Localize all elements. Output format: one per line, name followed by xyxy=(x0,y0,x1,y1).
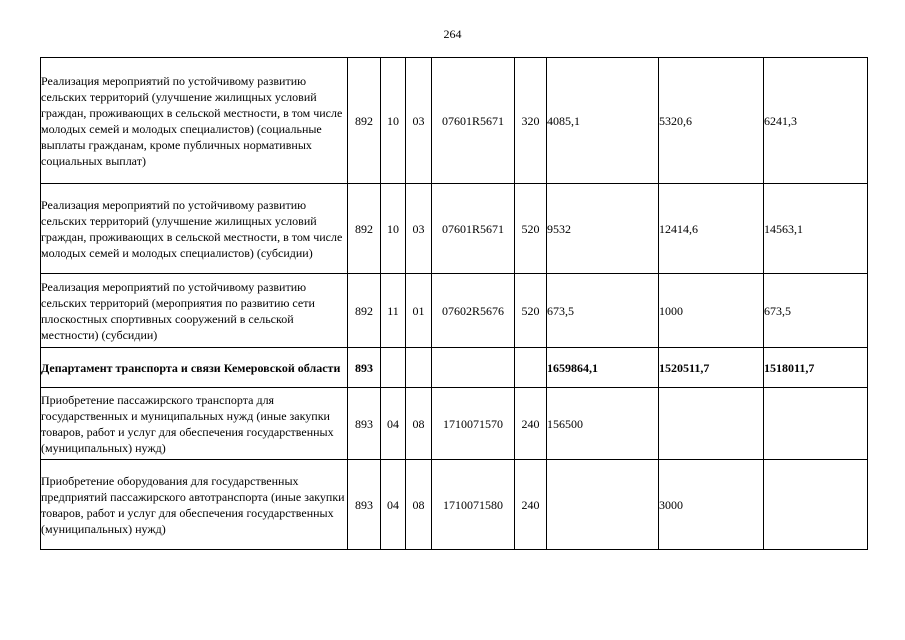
table-row xyxy=(41,58,868,184)
expense-type-cell: 240 xyxy=(515,460,547,550)
table-row-department xyxy=(41,348,868,388)
expense-type-cell: 320 xyxy=(515,58,547,184)
amount-3-cell: 673,5 xyxy=(764,274,868,348)
ministry-code-cell: 893 xyxy=(348,348,381,388)
section-code-cell: 11 xyxy=(381,274,406,348)
amount-2-cell: 1000 xyxy=(659,274,764,348)
target-item-cell xyxy=(432,348,515,388)
amount-1-cell: 1659864,1 xyxy=(547,348,659,388)
table-row xyxy=(41,184,868,274)
amount-2-cell: 12414,6 xyxy=(659,184,764,274)
expense-name-cell: Реализация мероприятий по устойчивому развитию сельских территорий (улучшение жилищных условий граждан, проживающих в сельской местности, в том числе молодых семей и молодых специалистов) (социальные выплаты гражданам, кроме публичных нормативных социальных выплат) xyxy=(41,58,348,184)
page-number: 264 xyxy=(443,27,462,41)
subsection-code-cell: 03 xyxy=(406,58,432,184)
amount-2-cell: 1520511,7 xyxy=(659,348,764,388)
target-item-cell: 07602R5676 xyxy=(432,274,515,348)
target-item-cell: 1710071580 xyxy=(432,460,515,550)
ministry-code-cell: 892 xyxy=(348,184,381,274)
expense-name-cell: Приобретение оборудования для государственных предприятий пассажирского автотранспорта (иные закупки товаров, работ и услуг для обеспечения государственных (муниципальных) нужд) xyxy=(41,460,348,550)
table-row xyxy=(41,274,868,348)
target-item-cell: 07601R5671 xyxy=(432,184,515,274)
expense-name-cell: Реализация мероприятий по устойчивому развитию сельских территорий (улучшение жилищных условий граждан, проживающих в сельской местности, в том числе молодых семей и молодых специалистов) (субсидии) xyxy=(41,184,348,274)
ministry-code-cell: 892 xyxy=(348,58,381,184)
department-name-cell: Департамент транспорта и связи Кемеровской области xyxy=(41,348,348,388)
amount-1-cell: 9532 xyxy=(547,184,659,274)
table-row xyxy=(41,460,868,550)
amount-2-cell: 5320,6 xyxy=(659,58,764,184)
amount-3-cell: 6241,3 xyxy=(764,58,868,184)
amount-3-cell xyxy=(764,460,868,550)
section-code-cell xyxy=(381,348,406,388)
expense-type-cell: 240 xyxy=(515,388,547,460)
expense-name-cell: Приобретение пассажирского транспорта для государственных и муниципальных нужд (иные закупки товаров, работ и услуг для обеспечения государственных (муниципальных) нужд) xyxy=(41,388,348,460)
amount-1-cell: 4085,1 xyxy=(547,58,659,184)
section-code-cell: 04 xyxy=(381,388,406,460)
expense-type-cell xyxy=(515,348,547,388)
expense-name-cell: Реализация мероприятий по устойчивому развитию сельских территорий (мероприятия по развитию сети плоскостных спортивных сооружений в сельской местности) (субсидии) xyxy=(41,274,348,348)
amount-1-cell xyxy=(547,460,659,550)
amount-1-cell: 156500 xyxy=(547,388,659,460)
ministry-code-cell: 892 xyxy=(348,274,381,348)
amount-3-cell: 1518011,7 xyxy=(764,348,868,388)
target-item-cell: 07601R5671 xyxy=(432,58,515,184)
amount-3-cell: 14563,1 xyxy=(764,184,868,274)
subsection-code-cell: 03 xyxy=(406,184,432,274)
table-row xyxy=(41,388,868,460)
subsection-code-cell: 01 xyxy=(406,274,432,348)
section-code-cell: 10 xyxy=(381,58,406,184)
ministry-code-cell: 893 xyxy=(348,388,381,460)
amount-2-cell xyxy=(659,388,764,460)
subsection-code-cell: 08 xyxy=(406,388,432,460)
ministry-code-cell: 893 xyxy=(348,460,381,550)
section-code-cell: 10 xyxy=(381,184,406,274)
section-code-cell: 04 xyxy=(381,460,406,550)
subsection-code-cell xyxy=(406,348,432,388)
amount-3-cell xyxy=(764,388,868,460)
amount-2-cell: 3000 xyxy=(659,460,764,550)
amount-1-cell: 673,5 xyxy=(547,274,659,348)
expense-type-cell: 520 xyxy=(515,184,547,274)
expense-type-cell: 520 xyxy=(515,274,547,348)
budget-table xyxy=(40,57,868,550)
subsection-code-cell: 08 xyxy=(406,460,432,550)
target-item-cell: 1710071570 xyxy=(432,388,515,460)
